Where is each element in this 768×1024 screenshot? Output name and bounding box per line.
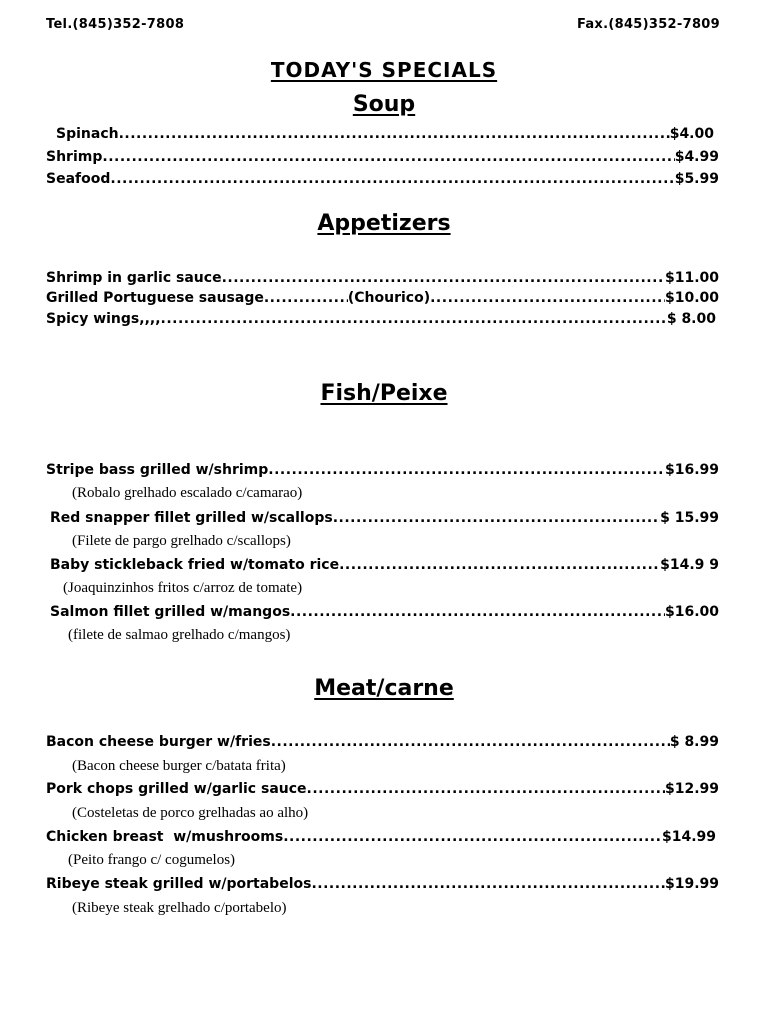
dot-leader [110, 171, 674, 187]
menu-item [46, 734, 719, 750]
menu-item [46, 290, 719, 306]
menu-item [46, 311, 716, 327]
item-name: Grilled Portuguese sausage [46, 290, 264, 306]
item-price: $14.9 9 [660, 557, 719, 573]
fish-heading: Fish/Peixe [320, 381, 448, 406]
dot-leader [283, 829, 662, 845]
item-translation: (Bacon cheese burger c/batata frita) [72, 758, 286, 774]
item-alias: (Chourico) [347, 290, 431, 306]
item-name: Spicy wings,,,, [46, 311, 161, 327]
menu-item [46, 462, 719, 478]
menu-item [46, 781, 719, 797]
dot-leader [290, 604, 665, 620]
item-price: $5.99 [674, 171, 719, 187]
menu-item [46, 171, 719, 187]
item-price: $11.00 [664, 270, 719, 286]
item-translation: (Peito frango c/ cogumelos) [68, 852, 236, 868]
dot-leader [161, 311, 667, 327]
menu-item [50, 557, 719, 573]
item-name: Red snapper fillet grilled w/scallops [50, 510, 333, 526]
item-translation: (Joaquinzinhos fritos c/arroz de tomate) [63, 580, 303, 596]
fax-number: Fax.(845)352-7809 [576, 17, 720, 32]
menu-item [50, 510, 719, 526]
item-name: Salmon fillet grilled w/mangos [50, 604, 291, 620]
item-translation: (Robalo grelhado escalado c/camarao) [72, 485, 303, 501]
item-translation: (filete de salmao grelhado c/mangos) [68, 627, 291, 643]
dot-leader [119, 126, 670, 142]
meat-heading: Meat/carne [314, 676, 454, 701]
appetizers-heading: Appetizers [317, 211, 451, 236]
menu-item [50, 604, 719, 620]
item-price: $ 8.99 [669, 734, 719, 750]
item-name: Shrimp in garlic sauce [46, 270, 222, 286]
item-name: Bacon cheese burger w/fries [46, 734, 271, 750]
menu-item [46, 270, 719, 286]
item-name: Seafood [46, 171, 111, 187]
item-price: $16.00 [664, 604, 719, 620]
item-name: Baby stickleback fried w/tomato rice [50, 557, 340, 573]
dot-leader [271, 734, 670, 750]
dot-leader [430, 290, 665, 306]
item-translation: (Ribeye steak grelhado c/portabelo) [72, 900, 287, 916]
dot-leader [311, 876, 665, 892]
dot-leader [102, 149, 674, 165]
item-price: $4.99 [674, 149, 719, 165]
menu-item [56, 126, 714, 142]
item-name: Stripe bass grilled w/shrimp [46, 462, 269, 478]
item-price: $10.00 [664, 290, 719, 306]
item-name: Ribeye steak grilled w/portabelos [46, 876, 312, 892]
dot-leader [307, 781, 665, 797]
item-name: Chicken breast w/mushrooms [46, 829, 284, 845]
soup-heading: Soup [352, 92, 416, 117]
dot-leader [268, 462, 665, 478]
item-translation: (Filete de pargo grelhado c/scallops) [72, 533, 291, 549]
dot-leader [222, 270, 665, 286]
item-name: Spinach [56, 126, 119, 142]
menu-item [46, 149, 719, 165]
item-price: $12.99 [664, 781, 719, 797]
item-price: $ 8.00 [666, 311, 716, 327]
item-price: $ 15.99 [660, 510, 719, 526]
menu-item [46, 829, 716, 845]
item-price: $16.99 [664, 462, 719, 478]
telephone-number: Tel.(845)352-7808 [46, 17, 185, 32]
dot-leader [339, 557, 660, 573]
item-price: $4.00 [669, 126, 714, 142]
dot-leader [333, 510, 660, 526]
item-name: Pork chops grilled w/garlic sauce [46, 781, 307, 797]
item-price: $14.99 [661, 829, 716, 845]
dot-leader [264, 290, 348, 306]
item-name: Shrimp [46, 149, 103, 165]
item-translation: (Costeletas de porco grelhadas ao alho) [72, 805, 309, 821]
page-title: TODAY'S SPECIALS [270, 58, 498, 82]
item-price: $19.99 [664, 876, 719, 892]
menu-item [46, 876, 719, 892]
